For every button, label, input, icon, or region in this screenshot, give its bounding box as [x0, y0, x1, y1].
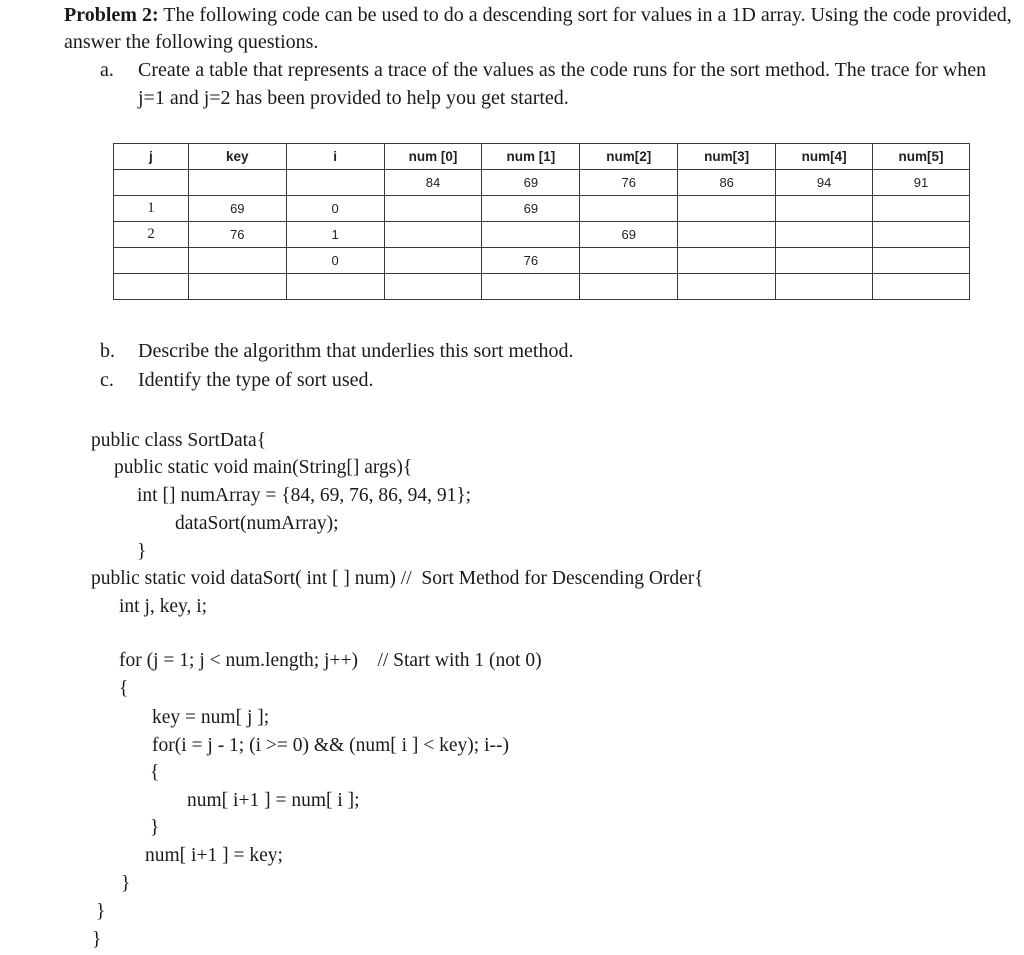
table-cell	[114, 274, 189, 300]
code-line: num[ i+1 ] = key;	[145, 845, 283, 866]
table-cell: 69	[188, 196, 286, 222]
trace-table	[113, 143, 970, 300]
table-cell: 84	[384, 170, 482, 196]
code-line: }	[92, 929, 102, 950]
table-cell	[776, 196, 873, 222]
table-cell: 2	[114, 222, 189, 248]
header-num-1: num [1]	[482, 144, 580, 170]
table-cell	[384, 274, 482, 300]
question-a-text: Create a table that represents a trace of the values as the code runs for the sort method. The trace for when j=1 and j=2 has been provided to help you get started.	[138, 59, 987, 109]
header-num-4: num[4]	[776, 144, 873, 170]
table-cell: 94	[776, 170, 873, 196]
header-num-0: num [0]	[384, 144, 482, 170]
code-line: key = num[ j ];	[152, 707, 270, 728]
header-key: key	[188, 144, 286, 170]
table-cell: 76	[580, 170, 678, 196]
code-line: }	[96, 901, 106, 922]
table-row	[114, 248, 970, 274]
table-cell	[776, 274, 873, 300]
code-line: }	[121, 873, 131, 894]
table-cell	[580, 248, 678, 274]
table-cell	[384, 222, 482, 248]
header-num-5: num[5]	[873, 144, 970, 170]
header-j: j	[114, 144, 189, 170]
table-cell: 86	[678, 170, 776, 196]
table-cell: 69	[482, 170, 580, 196]
code-line: dataSort(numArray);	[175, 513, 339, 534]
table-cell	[384, 196, 482, 222]
question-c-text: Identify the type of sort used.	[138, 369, 374, 391]
code-line: int j, key, i;	[119, 596, 208, 617]
table-cell	[678, 196, 776, 222]
code-line: int [] numArray = {84, 69, 76, 86, 94, 91};	[137, 485, 472, 506]
problem-label: Problem 2:	[64, 4, 159, 26]
header-num-2: num[2]	[580, 144, 678, 170]
table-cell: 91	[873, 170, 970, 196]
table-cell	[678, 248, 776, 274]
table-cell	[384, 248, 482, 274]
question-b-marker: b.	[100, 340, 115, 362]
table-cell: 76	[188, 222, 286, 248]
question-c-marker: c.	[100, 369, 114, 391]
code-line: num[ i+1 ] = num[ i ];	[187, 790, 360, 811]
code-line: {	[150, 762, 160, 783]
table-cell: 76	[482, 248, 580, 274]
problem-text: The following code can be used to do a descending sort for values in a 1D array. Using the code provided, answer the following questions.	[64, 4, 1012, 53]
table-row	[114, 170, 970, 196]
header-num-3: num[3]	[678, 144, 776, 170]
problem-statement	[64, 2, 1014, 56]
table-cell	[286, 274, 384, 300]
code-line: }	[150, 817, 160, 838]
table-cell	[580, 274, 678, 300]
table-cell	[188, 170, 286, 196]
table-cell: 69	[482, 196, 580, 222]
table-cell: 1	[114, 196, 189, 222]
table-cell	[482, 274, 580, 300]
table-cell	[188, 248, 286, 274]
table-cell	[114, 170, 189, 196]
code-line: for (j = 1; j < num.length; j++) // Start with 1 (not 0)	[119, 650, 542, 671]
code-line: public static void main(String[] args){	[114, 457, 413, 478]
table-cell	[482, 222, 580, 248]
table-cell	[873, 274, 970, 300]
table-cell: 1	[286, 222, 384, 248]
question-b-text: Describe the algorithm that underlies this sort method.	[138, 340, 574, 362]
table-cell	[188, 274, 286, 300]
header-i: i	[286, 144, 384, 170]
table-row	[114, 274, 970, 300]
table-cell	[873, 196, 970, 222]
table-cell: 0	[286, 196, 384, 222]
table-cell	[580, 196, 678, 222]
table-header-row	[114, 144, 970, 170]
code-line: for(i = j - 1; (i >= 0) && (num[ i ] < key); i--)	[152, 735, 509, 756]
table-row	[114, 196, 970, 222]
table-cell	[873, 222, 970, 248]
table-row	[114, 222, 970, 248]
table-cell	[678, 222, 776, 248]
table-cell	[776, 222, 873, 248]
code-line: public static void dataSort( int [ ] num) // Sort Method for Descending Order{	[91, 568, 704, 589]
code-line: public class SortData{	[91, 430, 267, 451]
table-cell	[286, 170, 384, 196]
code-line: {	[119, 678, 129, 699]
code-line: }	[137, 541, 147, 562]
question-a-marker: a.	[100, 59, 114, 81]
table-cell	[678, 274, 776, 300]
table-cell	[776, 248, 873, 274]
table-cell: 0	[286, 248, 384, 274]
table-cell	[114, 248, 189, 274]
table-cell	[873, 248, 970, 274]
table-cell: 69	[580, 222, 678, 248]
